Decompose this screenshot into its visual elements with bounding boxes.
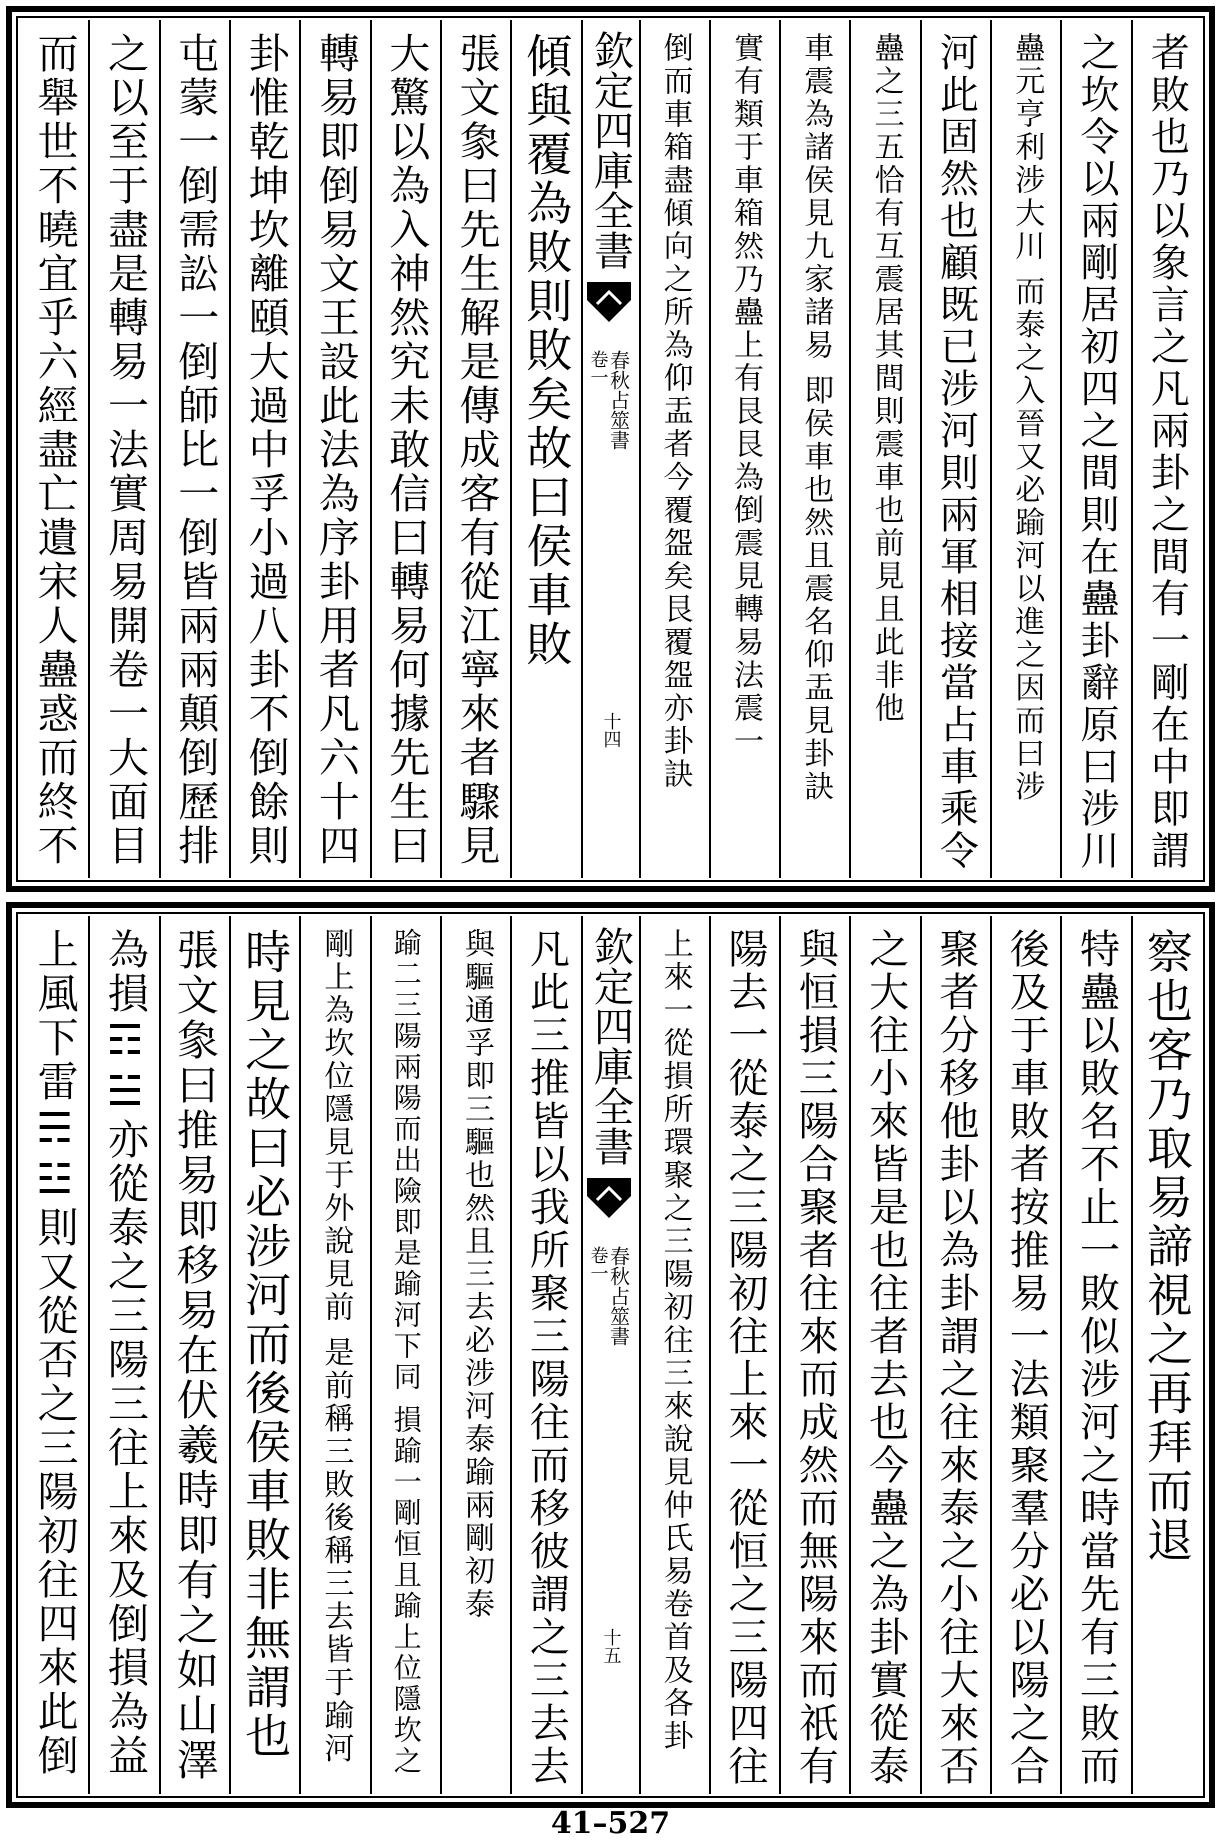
text-column: 特蠱以敗名不止一敗似涉河之時當先有三敗而 bbox=[1060, 916, 1130, 1794]
text-column: 陽去一從泰之三陽初往上來一從恒之三陽四往 bbox=[709, 916, 779, 1794]
text-column: 實有類于車箱然乃蠱上有艮艮為倒震見轉易法震一 bbox=[709, 20, 779, 878]
text-column: 與恒損三陽合聚者往來而成然而無陽來而祇有 bbox=[779, 916, 849, 1794]
text-column: 屯蒙一倒需訟一倒師比一倒皆兩兩顛倒歷排 bbox=[159, 20, 229, 878]
volume-label: 卷一 bbox=[587, 1246, 609, 1282]
library-title: 欽定四庫全書 bbox=[587, 30, 634, 270]
text-columns-bottom bbox=[20, 916, 1201, 1794]
book-title: 春秋占筮書 bbox=[606, 1246, 631, 1346]
text-column: 蠱之三五恰有互震居其間則震車也前見且此非他 bbox=[849, 20, 919, 878]
text-column: 時見之故曰必涉河而後侯車敗非無謂也 bbox=[229, 916, 299, 1794]
leaf-number: 十四 bbox=[600, 712, 622, 748]
text-column: 之坎令以兩剛居初四之間則在蠱卦辭原曰涉川 bbox=[1060, 20, 1130, 878]
leaf-number: 十五 bbox=[600, 1628, 622, 1664]
text-column: 而舉世不曉宜乎六經盡亡遺宋人蠱惑而終不 bbox=[30, 32, 79, 868]
text-column: 上風下雷☴☳則又從否之三陽初往四來此倒 bbox=[30, 928, 79, 1778]
volume-label: 卷一 bbox=[587, 350, 609, 386]
text-column: 張文𧰼曰推易即移易在伏羲時即有之如山澤 bbox=[159, 916, 229, 1794]
text-column: 為損☶☱亦從泰之三陽三往上來及倒損為益 bbox=[88, 916, 158, 1794]
text-column: 轉易即倒易文王設此法為序卦用者凡六十四 bbox=[299, 20, 369, 878]
text-column: 張文𧰼曰先生解是傳成客有從江寧來者驟見 bbox=[440, 20, 510, 878]
library-title: 欽定四庫全書 bbox=[587, 926, 634, 1166]
text-column: 凡此三推皆以我所聚三陽往而移彼謂之三去去 bbox=[510, 916, 580, 1794]
center-spine bbox=[581, 20, 639, 878]
page-number: 41–527 bbox=[550, 1806, 671, 1841]
text-column: 之以至于盡是轉易一法實周易開卷一大面目 bbox=[88, 20, 158, 878]
text-columns-top bbox=[20, 20, 1201, 878]
text-column: 剛上為坎位隱見于外說見前 是前稱三敗後稱三去皆于踰河 bbox=[299, 916, 369, 1794]
text-column: 後及于車敗者按推易一法類聚羣分必以陽之合 bbox=[990, 916, 1060, 1794]
text-column: 者敗也乃以象言之凡兩卦之間有一剛在中即謂 bbox=[1131, 20, 1201, 878]
text-column: 之大往小來皆是也往者去也今蠱之為卦實從泰 bbox=[849, 916, 919, 1794]
text-column: 察也客乃取易諦視之再拜而退 bbox=[1131, 916, 1201, 1794]
fishtail-mark bbox=[587, 282, 631, 322]
page-bottom-panel bbox=[6, 902, 1215, 1808]
text-column: 與驅通孚即三驅也然且三去必涉河泰踰兩剛初泰 bbox=[440, 916, 510, 1794]
text-column: 上來一從損所環聚之三陽初往三來說見仲氏易卷首及各卦 bbox=[639, 916, 709, 1794]
center-spine bbox=[581, 916, 639, 1794]
text-column: 聚者分移他卦以為卦謂之往來泰之小往大來否 bbox=[920, 916, 990, 1794]
page-top-panel bbox=[6, 6, 1215, 892]
text-column: 倒而車箱盡傾向之所為仰盂者今覆盌矣艮覆盌亦卦訣 bbox=[639, 20, 709, 878]
text-column: 踰二三陽兩陽而出險即是踰河下同 損踰一剛恒且踰上位隱坎之 bbox=[370, 916, 440, 1794]
text-column: 河此固然也顧既已涉河則兩軍相接當占車乘令 bbox=[920, 20, 990, 878]
text-column: 大驚以為入神然究未敢信曰轉易何據先生曰 bbox=[370, 20, 440, 878]
book-title: 春秋占筮書 bbox=[606, 350, 631, 450]
text-column: 蠱元亨利涉大川 而泰之入晉又必踰河以進之因而曰涉 bbox=[990, 20, 1060, 878]
text-column: 車震為諸侯見九家諸易 即侯車也然且震名仰盂見卦訣 bbox=[779, 20, 849, 878]
text-column: 傾與覆為敗則敗矣故曰侯車敗 bbox=[510, 20, 580, 878]
fishtail-mark bbox=[587, 1178, 631, 1218]
text-column: 卦惟乾坤坎離頤大過中孚小過八卦不倒餘則 bbox=[229, 20, 299, 878]
